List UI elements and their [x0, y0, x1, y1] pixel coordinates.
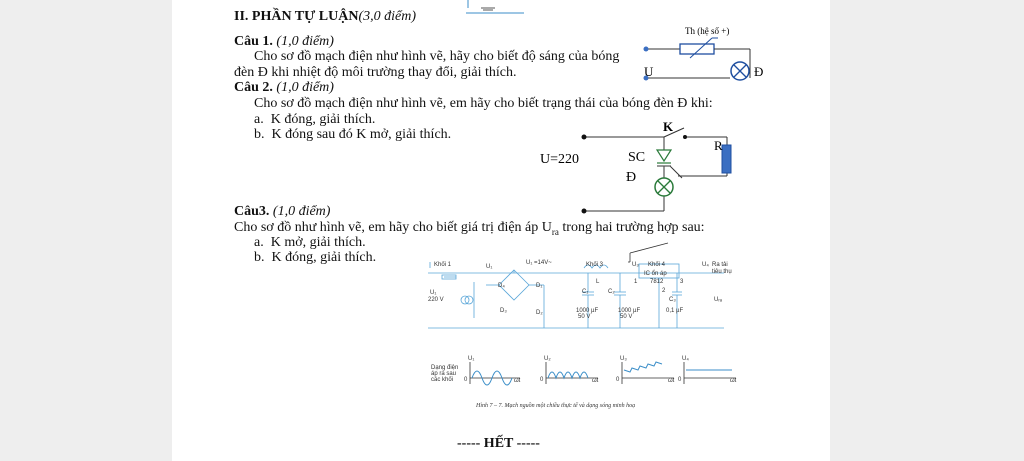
- fig3-cap2v: 50 V: [620, 314, 633, 320]
- wave-zero-2: 0: [540, 377, 544, 383]
- fig3-uin: U₁: [430, 290, 437, 296]
- q1-d-label: Đ: [754, 64, 764, 79]
- fig3-220v: 220 V: [428, 297, 444, 303]
- q2-option-b: b. K đóng sau đó K mở, giải thích.: [254, 127, 452, 142]
- q3-power-supply-figure: [428, 243, 737, 409]
- q3-heading: Câu3. (1,0 điểm): [234, 204, 331, 219]
- thermistor-icon: [680, 44, 714, 54]
- wave-wt-2: ωt: [592, 378, 599, 384]
- wave-wt-3: ωt: [668, 378, 675, 384]
- q2-sc-label: SC: [628, 150, 646, 165]
- q1-heading: Câu 1. (1,0 điểm): [234, 34, 334, 49]
- fig3-u1: U₁: [486, 264, 493, 270]
- resistor-icon: [722, 145, 731, 173]
- q3-option-b: b. K đóng, giải thích.: [254, 250, 377, 265]
- fig3-l: L: [596, 279, 600, 285]
- fig3-ic1: IC ổn áp: [644, 271, 667, 277]
- fig3-u1v: U₁ =14V~: [526, 260, 552, 266]
- q1-th-label: Th (hệ số +): [685, 26, 730, 36]
- wave-label-3: các khối: [431, 377, 454, 383]
- fig3-ura: Uᵣₐ: [714, 297, 723, 303]
- fig3-d3: D₃: [500, 308, 507, 314]
- lamp-icon: [731, 62, 749, 80]
- wave-label-1: Dạng điện: [431, 365, 459, 371]
- fig3-pin3: 3: [680, 279, 684, 285]
- document-page: [172, 0, 830, 461]
- section-title: II. PHẦN TỰ LUẬN(3,0 điểm): [234, 9, 417, 24]
- q1-u-label: U: [644, 64, 654, 79]
- lamp-icon: [655, 178, 673, 196]
- wave-u3: U₃: [620, 356, 627, 362]
- q2-r-label: R: [714, 138, 723, 153]
- fig3-d2: D₂: [536, 310, 543, 316]
- q3-option-a: a. K mở, giải thích.: [254, 235, 366, 250]
- fig3-cap2: 1000 µF: [618, 308, 641, 314]
- footer-end: ----- HẾT -----: [457, 436, 540, 451]
- fig3-d1: D₁: [536, 283, 543, 289]
- wave-wt-1: ωt: [514, 378, 521, 384]
- q3-text-line1: Cho sơ đồ như hình vẽ, em hãy cho biết giá trị điện áp $U_{ra}$ trong hai trường hợp sau:: [234, 220, 705, 237]
- wave-label-2: áp ra sau: [431, 371, 457, 377]
- figures-svg: [172, 0, 830, 461]
- fig3-u3: U₃: [632, 262, 639, 268]
- q2-text-line1: Cho sơ đồ mạch điện như hình vẽ, em hãy cho biết trạng thái của bóng đèn Đ khi:: [254, 96, 713, 111]
- q2-d-label: Đ: [626, 170, 637, 185]
- fig3-khoi1: Khối 1: [434, 262, 452, 268]
- fig3-khoi4: Khối 4: [648, 262, 666, 268]
- fig3-pin2: 2: [662, 288, 666, 294]
- q1-text-line1: Cho sơ đồ mạch điện như hình vẽ, hãy cho biết độ sáng của bóng: [254, 49, 620, 64]
- q2-heading: Câu 2. (1,0 điểm): [234, 80, 334, 95]
- wave-u1: U₁: [468, 356, 475, 362]
- fig3-cap3: 0,1 µF: [666, 308, 684, 314]
- fig3-c2: C₂: [608, 289, 615, 295]
- fig3-caption: Hình 7 – 7. Mạch nguồn một chiều thực tế và dạng sóng minh hoạ: [476, 403, 636, 409]
- fig3-u4: U₄: [702, 262, 709, 268]
- fig3-ic2: 7812: [650, 279, 664, 285]
- fig3-d4: D₄: [498, 283, 505, 289]
- q2-option-a: a. K đóng, giải thích.: [254, 112, 376, 127]
- wave-u4: U₄: [682, 356, 689, 362]
- fig3-ra2: tiêu thụ: [712, 269, 732, 275]
- fig3-c1: C₁: [582, 289, 589, 295]
- q2-k-label: K: [663, 119, 674, 134]
- top-figure-remnant: [466, 0, 524, 13]
- sc-thyristor-icon: [657, 150, 671, 166]
- fig3-khoi3: Khối 3: [586, 262, 604, 268]
- q2-u-label: U=220: [540, 152, 580, 167]
- wave-zero-1: 0: [464, 377, 468, 383]
- fig3-pin1: 1: [634, 279, 638, 285]
- q1-text-line2: đèn Đ khi nhiệt độ môi trường thay đổi, giải thích.: [234, 65, 517, 80]
- fig3-ra1: Ra tải: [712, 262, 728, 268]
- wave-wt-4: ωt: [730, 378, 737, 384]
- q1-circuit: [644, 26, 764, 81]
- fig3-cap1v: 50 V: [578, 314, 591, 320]
- fig3-cap1: 1000 µF: [576, 308, 599, 314]
- fig3-c3: C₃: [669, 297, 676, 303]
- q2-circuit: [540, 119, 731, 214]
- wave-u2: U₂: [544, 356, 551, 362]
- wave-zero-4: 0: [678, 377, 682, 383]
- wave-zero-3: 0: [616, 377, 620, 383]
